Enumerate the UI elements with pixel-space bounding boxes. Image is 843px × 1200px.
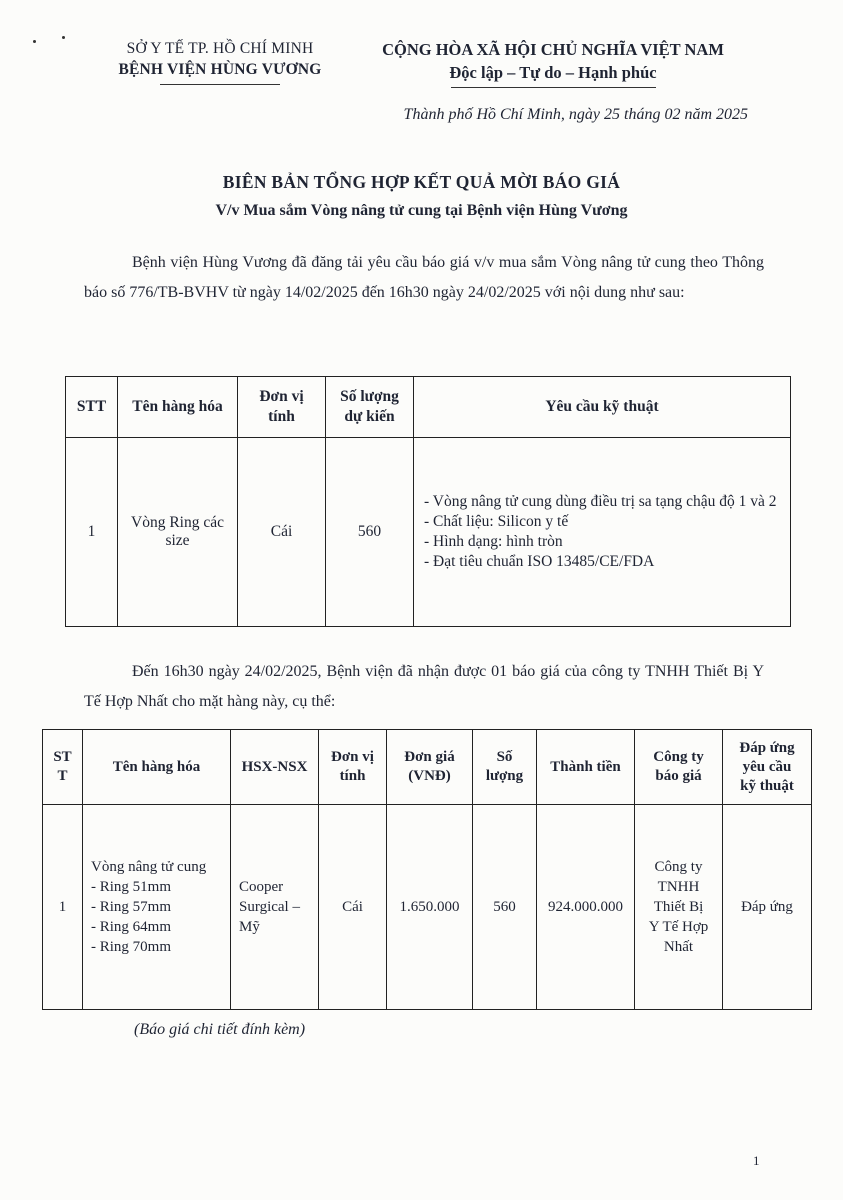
table-row [43,805,812,1010]
cell-quantity: 560 [473,805,537,1010]
cell-unit: Cái [319,805,387,1010]
quote-summary-text: Đến 16h30 ngày 24/02/2025, Bệnh viện đã nhận được 01 báo giá của công ty TNHH Thiết Bị Y Tế Hợp Nhất cho mặt hàng này, cụ thể: [84,663,764,710]
col-quantity: Số lượng [473,730,537,805]
cell-unit: Cái [238,438,326,627]
agency-parent: SỞ Y TẾ TP. HỒ CHÍ MINH [126,40,314,57]
cell-technical-requirements [414,438,791,627]
place-date: Thành phố Hồ Chí Minh, ngày 25 tháng 02 năm 2025 [403,106,748,123]
col-unit: Đơn vị tính [238,377,326,438]
issuing-agency-block [100,38,340,85]
document-title: BIÊN BẢN TỔNG HỢP KẾT QUẢ MỜI BÁO GIÁ [222,172,621,192]
col-manufacturer: HSX-NSX [231,730,319,805]
attachment-note: (Báo giá chi tiết đính kèm) [134,1021,306,1038]
requirement-line: - Vòng nâng tử cung dùng điều trị sa tạng chậu độ 1 và 2 [424,493,777,510]
col-unit: Đơn vị tính [319,730,387,805]
cell-stt: 1 [43,805,83,1010]
scan-speck [33,40,36,43]
col-technical-requirements: Yêu cầu kỹ thuật [414,377,791,438]
col-unit-price: Đơn giá (VNĐ) [387,730,473,805]
national-motto-block [348,38,758,88]
intro-paragraph [84,248,764,308]
cell-meets-requirements: Đáp ứng [723,805,812,1010]
national-title: CỘNG HÒA XÃ HỘI CHỦ NGHĨA VIỆT NAM [382,40,724,59]
col-item-name: Tên hàng hóa [83,730,231,805]
col-quantity: Số lượng dự kiến [326,377,414,438]
scan-speck [62,36,65,39]
requirement-line: - Hình dạng: hình tròn [424,533,563,550]
requirement-line: - Chất liệu: Silicon y tế [424,513,569,530]
cell-manufacturer: Cooper Surgical – Mỹ [231,805,319,1010]
quotation-table [42,729,812,1010]
cell-item-name: Vòng nâng tử cung - Ring 51mm - Ring 57mm - Ring 64mm - Ring 70mm [83,805,231,1010]
national-motto: Độc lập – Tự do – Hạnh phúc [449,63,657,82]
table-header-row [66,377,791,438]
intro-text: Bệnh viện Hùng Vương đã đăng tải yêu cầu báo giá v/v mua sắm Vòng nâng tử cung theo Thông báo số 776/TB-BVHV từ ngày 14/02/2025 đến 16h30 ngày 24/02/2025 với nội dung như sau: [84,254,764,301]
cell-total: 924.000.000 [537,805,635,1010]
table-header-row [43,730,812,805]
agency-underline [160,84,280,85]
requirements-table [65,376,791,627]
quote-summary-paragraph [84,657,764,717]
page-number: 1 [753,1153,760,1168]
col-stt: STT [66,377,118,438]
agency-name: BỆNH VIỆN HÙNG VƯƠNG [118,61,322,78]
cell-quoting-company: Công ty TNHH Thiết Bị Y Tế Hợp Nhất [635,805,723,1010]
col-stt: ST T [43,730,83,805]
motto-underline [451,87,656,88]
cell-unit-price: 1.650.000 [387,805,473,1010]
table-row [66,438,791,627]
col-meets-requirements: Đáp ứng yêu cầu kỹ thuật [723,730,812,805]
cell-stt: 1 [66,438,118,627]
col-quoting-company: Công ty báo giá [635,730,723,805]
requirement-line: - Đạt tiêu chuẩn ISO 13485/CE/FDA [424,553,655,570]
document-subtitle: V/v Mua sắm Vòng nâng tử cung tại Bệnh viện Hùng Vương [215,202,628,219]
cell-item-name: Vòng Ring các size [118,438,238,627]
col-total: Thành tiền [537,730,635,805]
col-item-name: Tên hàng hóa [118,377,238,438]
cell-quantity: 560 [326,438,414,627]
